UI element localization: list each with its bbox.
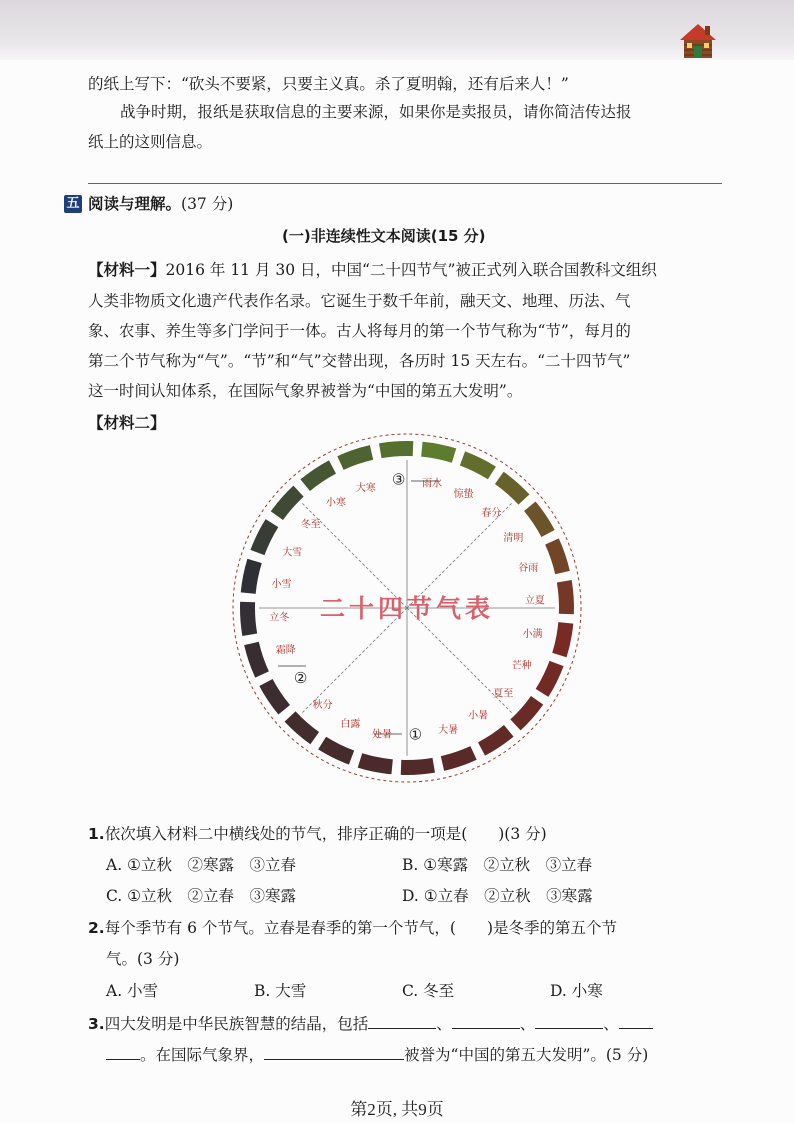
question-1-stem xyxy=(88,823,547,845)
solar-term-label: 立冬 xyxy=(269,612,290,624)
wheel-spoke xyxy=(407,503,512,608)
question-2-text: 每个季节有 6 个节气。立春是春季的第一个节气，( )是冬季的第五个节 xyxy=(104,919,617,937)
wheel-segment xyxy=(441,746,477,771)
wheel-segment xyxy=(241,559,262,594)
solar-terms-wheel xyxy=(232,433,582,783)
blank-marker: ① xyxy=(408,725,423,744)
question-3-text-3: 被誉为“中国的第五大发明”。(5 分) xyxy=(404,1046,649,1064)
wheel-segment xyxy=(557,580,574,614)
question-3-text-2: 。在国际气象界， xyxy=(140,1046,265,1064)
wheel-segment xyxy=(285,711,319,744)
answer-blank-4[interactable] xyxy=(619,1012,653,1029)
question-1-number: 1. xyxy=(88,825,105,843)
solar-term-label: 冬至 xyxy=(300,519,321,531)
material1-line-1 xyxy=(88,259,657,281)
wheel-segment xyxy=(545,538,570,574)
wheel-segment xyxy=(240,602,257,636)
page-header-band xyxy=(0,0,794,60)
wheel-title: 二十四节气表 xyxy=(319,594,495,623)
question-3-stem-2 xyxy=(106,1043,648,1066)
wheel-segment xyxy=(495,472,529,505)
answer-blank-4-cont[interactable] xyxy=(106,1043,140,1060)
solar-term-label: 小暑 xyxy=(468,710,489,722)
question-3-number: 3. xyxy=(88,1015,105,1033)
divider xyxy=(88,183,722,184)
material1-line-2: 人类非物质文化遗产代表作名录。它诞生于数千年前，融天文、地理、历法、气 xyxy=(88,292,631,310)
solar-term-label: 春分 xyxy=(481,507,502,519)
solar-term-label: 大寒 xyxy=(355,482,376,494)
blank-marker: ② xyxy=(293,669,308,688)
wheel-segment xyxy=(524,501,555,537)
solar-term-label: 白露 xyxy=(340,718,361,730)
wheel-segment xyxy=(337,445,373,470)
material1-label: 【材料一】 xyxy=(88,261,166,279)
wheel-segment xyxy=(401,758,435,775)
question-1-option-d: D. ①立春 ②立秋 ③寒露 xyxy=(402,887,593,905)
material1-line-3: 象、农事、养生等多门学问于一体。古人将每月的第一个节气称为“节”，每月的 xyxy=(88,322,631,340)
material1-line-4: 第二个节气称为“气”。“节”和“气”交替出现，各历时 15 天左右。“二十四节气” xyxy=(88,352,631,370)
subsection-title: (一)非连续性文本阅读(15 分) xyxy=(282,227,486,245)
wheel-segment xyxy=(259,679,290,715)
question-3-stem-1 xyxy=(88,1012,653,1035)
question-2-stem-1 xyxy=(88,917,617,939)
wheel-segment xyxy=(250,519,278,555)
wheel-segment xyxy=(244,642,269,678)
solar-term-label: 谷雨 xyxy=(518,562,539,574)
wheel-segment xyxy=(510,696,543,730)
solar-term-label: 大暑 xyxy=(438,725,459,737)
solar-term-label: 立夏 xyxy=(524,595,545,607)
answer-blank-1[interactable] xyxy=(368,1012,436,1029)
answer-blank-2[interactable] xyxy=(452,1012,520,1029)
solar-term-label: 惊蛰 xyxy=(453,489,474,501)
task-line-2: 纸上的这则信息。 xyxy=(88,133,213,151)
question-1-option-b: B. ①寒露 ②立秋 ③立春 xyxy=(402,856,593,874)
solar-term-label: 小满 xyxy=(522,628,543,640)
section-title: 阅读与理解。 xyxy=(88,195,182,213)
question-1-text: 依次填入材料二中横线处的节气，排序正确的一项是( )(3 分) xyxy=(104,825,547,843)
question-2-option-c: C. 冬至 xyxy=(402,982,455,1000)
material2-label: 【材料二】 xyxy=(88,414,166,432)
solar-term-label: 清明 xyxy=(503,532,524,544)
question-1-option-c: C. ①立秋 ②立春 ③寒露 xyxy=(106,887,297,905)
solar-term-label: 夏至 xyxy=(493,688,514,700)
question-2-option-a: A. 小雪 xyxy=(106,982,159,1000)
separator: 、 xyxy=(603,1015,619,1033)
question-1-option-a: A. ①立秋 ②寒露 ③立春 xyxy=(106,856,296,874)
answer-blank-5[interactable] xyxy=(264,1043,404,1060)
question-3-text: 四大发明是中华民族智慧的结晶，包括 xyxy=(104,1015,369,1033)
wheel-segment xyxy=(379,441,413,458)
section-heading xyxy=(88,193,233,215)
separator: 、 xyxy=(519,1015,536,1033)
page-footer: 第2页, 共9页 xyxy=(350,1100,444,1119)
question-2-option-d: D. 小寒 xyxy=(550,982,603,1000)
blank-marker: ③ xyxy=(391,470,406,489)
wheel-segment xyxy=(552,622,573,657)
solar-term-label: 霜降 xyxy=(275,645,296,657)
solar-term-label: 小寒 xyxy=(325,497,346,509)
answer-blank-3[interactable] xyxy=(535,1012,603,1029)
solar-term-label: 雨水 xyxy=(421,478,442,490)
question-2-option-b: B. 大雪 xyxy=(254,982,307,1000)
question-2-stem-2: 气。(3 分) xyxy=(106,950,180,968)
wheel-segment xyxy=(271,486,304,520)
solar-term-label: 小雪 xyxy=(271,579,292,591)
task-line-1: 战争时期，报纸是获取信息的主要来源，如果你是卖报员，请你简洁传达报 xyxy=(120,103,632,121)
section-score: (37 分) xyxy=(181,195,234,213)
solar-term-label: 大雪 xyxy=(282,547,303,559)
wheel-segment xyxy=(358,753,393,774)
solar-term-label: 处暑 xyxy=(372,729,393,741)
material1-line-5: 这一时间认知体系，在国际气象界被誉为“中国的第五大发明”。 xyxy=(88,382,523,400)
house-icon xyxy=(678,20,718,60)
previous-text-line: 的纸上写下：“砍头不要紧，只要主义真。杀了夏明翰，还有后来人！” xyxy=(88,75,569,93)
solar-term-label: 芒种 xyxy=(511,660,532,672)
wheel-segment xyxy=(421,442,456,463)
wheel-segment xyxy=(300,460,336,491)
wheel-spoke xyxy=(302,608,407,713)
section-badge: 五 xyxy=(64,195,82,213)
wheel-segment xyxy=(536,661,564,697)
separator: 、 xyxy=(436,1015,452,1033)
question-2-number: 2. xyxy=(88,919,105,937)
material1-text-1: 2016 年 11 月 30 日，中国“二十四节气”被正式列入联合国教科文组织 xyxy=(165,261,657,279)
solar-term-label: 秋分 xyxy=(312,700,333,712)
wheel-segment xyxy=(478,725,514,756)
